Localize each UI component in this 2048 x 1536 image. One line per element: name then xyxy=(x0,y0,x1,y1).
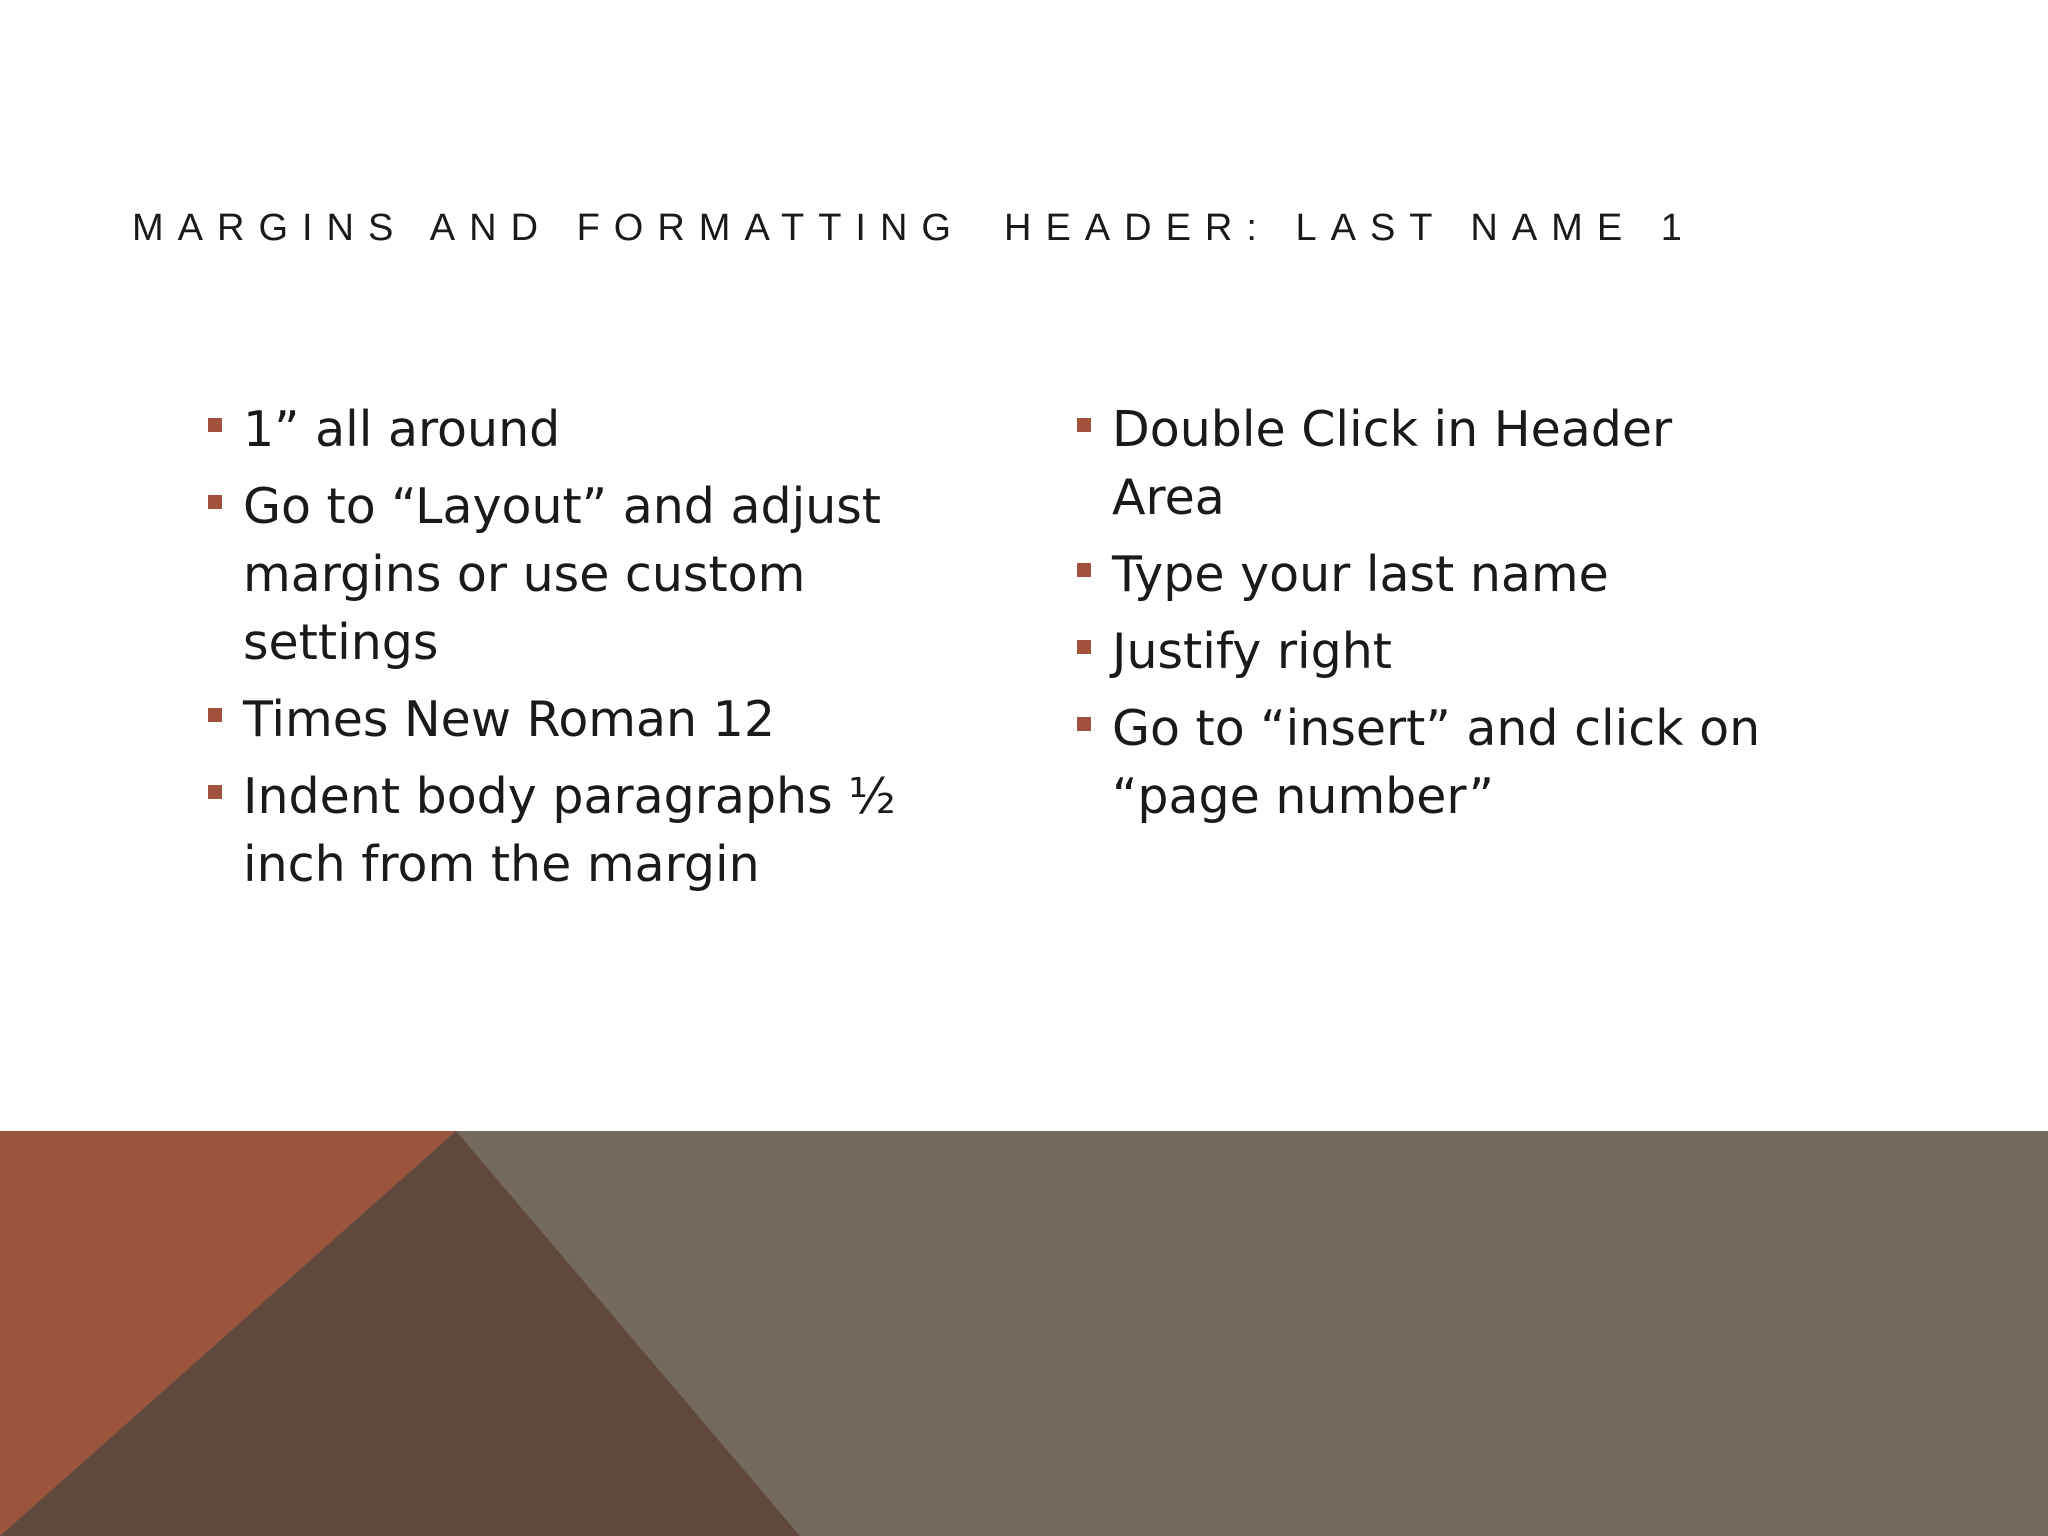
bullet-text: Double Click in Header Area xyxy=(1112,401,1673,526)
list-item xyxy=(208,473,928,677)
list-item xyxy=(208,396,928,464)
right-bullet-list xyxy=(1077,396,1797,840)
bullet-text: Go to “insert” and click on “page number” xyxy=(1112,700,1761,825)
bullet-text: Go to “Layout” and adjust margins or use custom settings xyxy=(243,478,882,671)
square-bullet-icon xyxy=(208,418,222,432)
bullet-text: Indent body paragraphs ½ inch from the margin xyxy=(243,768,896,893)
bullet-text: Times New Roman 12 xyxy=(243,691,776,748)
list-item xyxy=(1077,618,1797,686)
square-bullet-icon xyxy=(1077,640,1091,654)
square-bullet-icon xyxy=(1077,418,1091,432)
right-column-heading: HEADER: LAST NAME 1 xyxy=(1004,207,1696,249)
footer-decorative-shapes xyxy=(0,1131,2048,1536)
square-bullet-icon xyxy=(208,495,222,509)
list-item xyxy=(208,763,928,899)
square-bullet-icon xyxy=(1077,563,1091,577)
left-bullet-list xyxy=(208,396,928,908)
bullet-text: Type your last name xyxy=(1112,546,1609,603)
list-item xyxy=(1077,541,1797,609)
square-bullet-icon xyxy=(208,785,222,799)
left-column-heading: MARGINS AND FORMATTING xyxy=(132,207,965,249)
bullet-text: 1” all around xyxy=(243,401,561,458)
list-item xyxy=(1077,695,1797,831)
square-bullet-icon xyxy=(208,708,222,722)
square-bullet-icon xyxy=(1077,717,1091,731)
list-item xyxy=(208,686,928,754)
list-item xyxy=(1077,396,1797,532)
bullet-text: Justify right xyxy=(1112,623,1392,680)
